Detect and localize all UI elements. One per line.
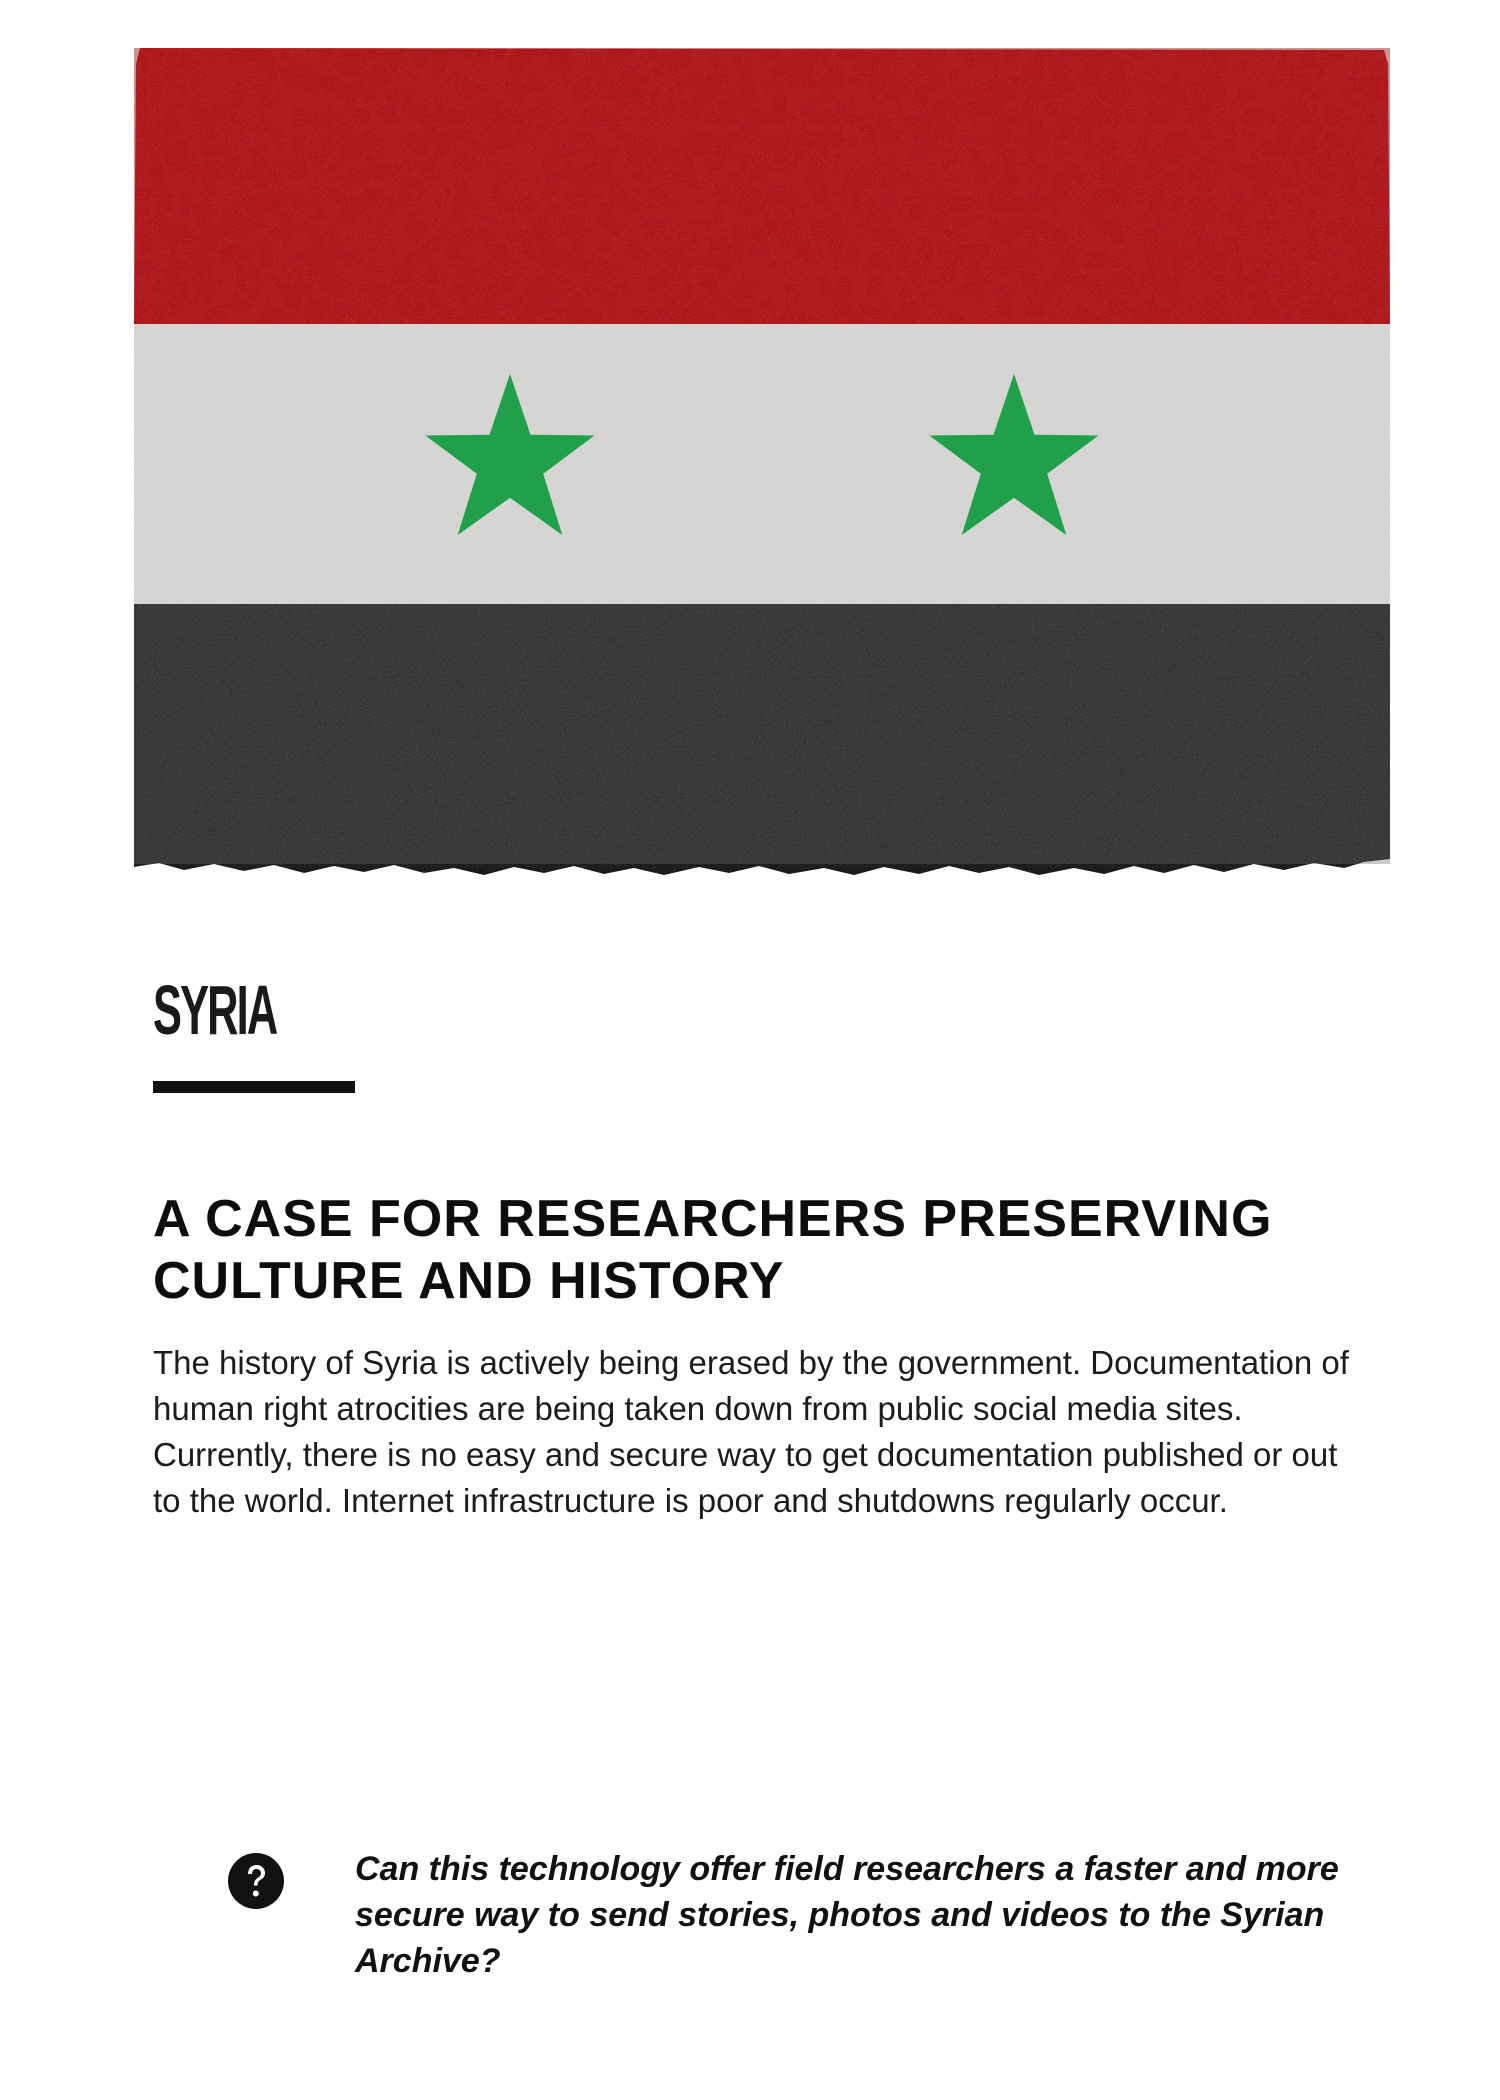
flag-svg — [134, 44, 1390, 884]
body-paragraph: The history of Syria is actively being erased by the government. Documentation of human right atrocities are being taken down from public social media sites. Currently, there is no easy and secure way to get documentation published or out to the world. Internet infrastructure is poor and shutdowns regularly occur. — [153, 1344, 1349, 1519]
flag-speckle-overlay — [134, 48, 1390, 868]
question-mark-icon — [228, 1853, 284, 1909]
page-headline: A CASE FOR RESEARCHERS PRESERVING CULTURE AND HISTORY — [153, 1190, 1273, 1310]
question-text: Can this technology offer field researchers a faster and more secure way to send stories, photos and videos to the Syrian Archive? — [355, 1850, 1339, 1980]
country-label: SYRIA — [153, 971, 277, 1049]
label-underline — [153, 1081, 355, 1093]
syria-flag-image — [134, 44, 1390, 884]
